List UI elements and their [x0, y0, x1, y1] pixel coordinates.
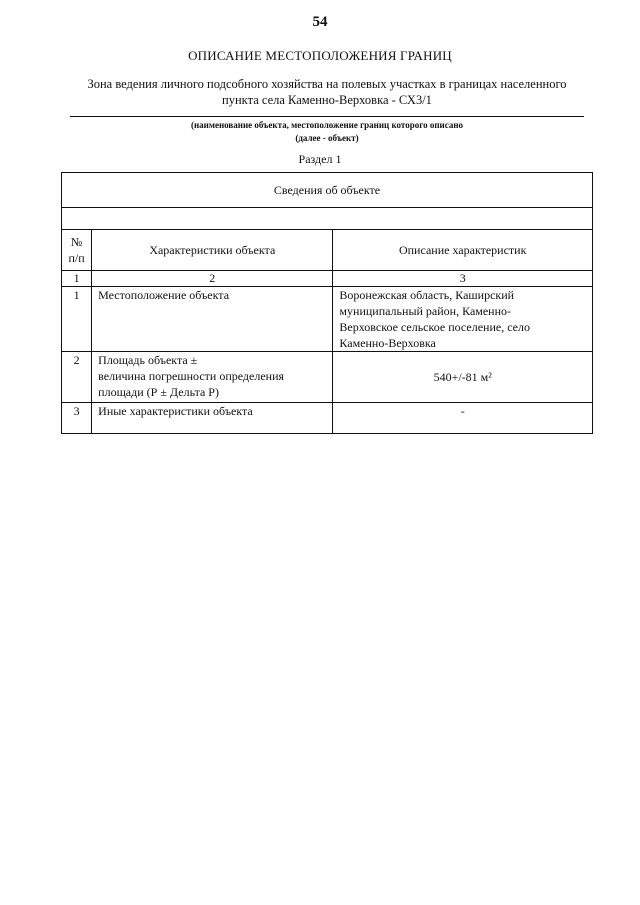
object-info-table: [61, 172, 593, 434]
area-label-line: площади (Р ± Дельта Р): [98, 385, 219, 399]
object-name-line-2: пункта села Каменно-Верховка - СХ3/1: [222, 93, 432, 107]
object-name-line-1: Зона ведения личного подсобного хозяйства на полевых участках в границах населенного: [87, 77, 567, 91]
row-number: 3: [62, 403, 92, 434]
header-characteristics: Характеристики объекта: [92, 230, 333, 271]
column-number-2: 2: [92, 271, 333, 287]
location-line: муниципальный район, Каменно-: [339, 304, 512, 318]
table-header-row: [62, 230, 593, 271]
header-number: [62, 230, 92, 271]
column-number-row: [62, 271, 593, 287]
row-characteristic: [92, 352, 333, 403]
area-value: 540+/-81 м²: [333, 352, 593, 403]
section-heading: Раздел 1: [298, 152, 342, 166]
row-description: [333, 287, 593, 352]
table-spacer-cell: [62, 208, 593, 230]
column-number-1: 1: [62, 271, 92, 287]
table-title: Сведения об объекте: [62, 173, 593, 208]
object-name: [70, 76, 584, 108]
location-line: Воронежская область, Каширский: [339, 288, 515, 302]
row-description: -: [333, 403, 593, 434]
note-line-1: (наименование объекта, местоположение границ которого описано: [190, 120, 464, 130]
row-characteristic: Иные характеристики объекта: [92, 403, 333, 434]
table-row: [62, 287, 593, 352]
location-line: Каменно-Верховка: [339, 336, 436, 350]
row-characteristic: Местоположение объекта: [92, 287, 333, 352]
page-number: 54: [312, 14, 328, 30]
header-description: Описание характеристик: [333, 230, 593, 271]
table-row: [62, 403, 593, 434]
header-number-line-1: №: [70, 235, 83, 249]
row-number: 1: [62, 287, 92, 352]
header-number-line-2: п/п: [68, 251, 85, 265]
area-label-line: Площадь объекта ±: [98, 353, 198, 367]
note-line-2: (далее - объект): [295, 133, 359, 143]
column-number-3: 3: [333, 271, 593, 287]
area-label-line: величина погрешности определения: [98, 369, 285, 383]
table-row: [62, 352, 593, 403]
underline-rule: [70, 116, 584, 117]
location-line: Верховское сельское поселение, село: [339, 320, 530, 334]
row-number: 2: [62, 352, 92, 403]
table-title-row: [62, 173, 593, 208]
document-title: ОПИСАНИЕ МЕСТОПОЛОЖЕНИЯ ГРАНИЦ: [188, 48, 452, 63]
table-spacer-row: [62, 208, 593, 230]
object-name-note: [70, 119, 584, 145]
